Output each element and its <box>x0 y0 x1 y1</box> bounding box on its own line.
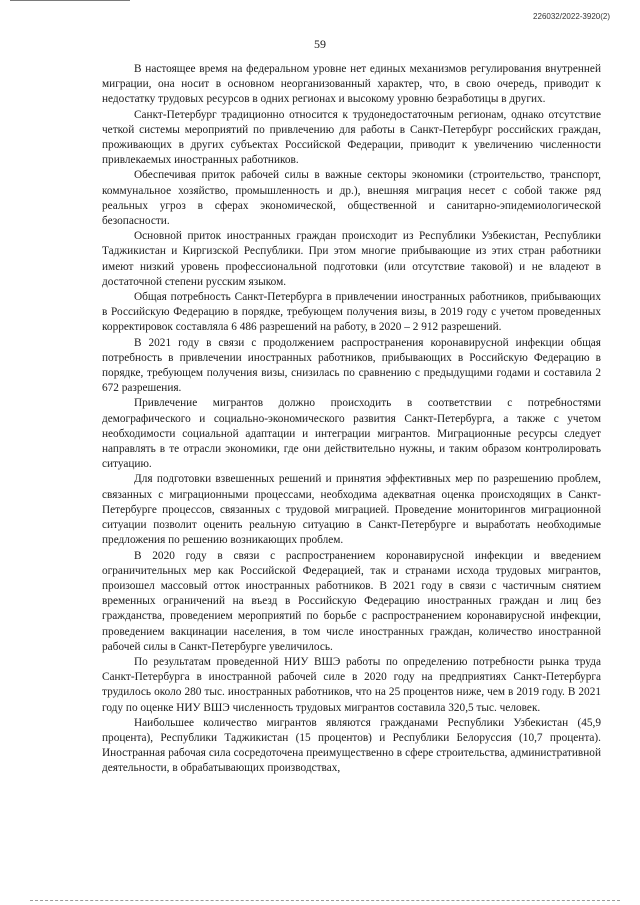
page-number: 59 <box>314 37 326 51</box>
paragraph: По результатам проведенной НИУ ВШЭ работы по определению потребности рынка труда Санкт-Петербурга в иностранной рабочей силе в 2020 году на предприятиях Санкт-Петербурга трудилось около 280 тыс. иностранных работников, что на 25 процентов ниже, чем в 2019 году. В 2021 году по оценке НИУ ВШЭ численность трудовых мигрантов составила 320,5 тыс. человек. <box>102 655 601 714</box>
top-scan-line <box>10 0 130 1</box>
paragraph: Санкт-Петербург традиционно относится к трудонедостаточным регионам, однако отсутствие четкой системы мероприятий по привлечению для работы в Санкт-Петербург российских граждан, проживающих в других субъектах Российской Федерации, приводит к увеличению численности привлекаемых иностранных работников. <box>102 108 601 167</box>
paragraph: В настоящее время на федеральном уровне нет единых механизмов регулирования внутренней миграции, она носит в основном неорганизованный характер, что, в свою очередь, приводит к недостатку трудовых ресурсов в одних регионах и высокому уровню безработицы в других. <box>102 63 601 106</box>
paragraph: В 2020 году в связи с распространением коронавирусной инфекции и введением ограничительных мер как Российской Федерацией, так и странами исхода трудовых мигрантов, произошел массовый отток иностранных работников. В 2021 году в связи с частичным снятием временных ограничений на въезд в Российскую Федерацию иностранных граждан и лиц без гражданства, проведением мероприятий по борьбе с распространением коронавирусной инфекции, проведением вакцинации населения, в том числе иностранных граждан, количество иностранной рабочей силы в Санкт-Петербурге увеличилось. <box>102 549 601 653</box>
document-id: 226032/2022-3920(2) <box>533 12 610 21</box>
bottom-scan-line <box>30 900 620 902</box>
paragraph: Общая потребность Санкт-Петербурга в привлечении иностранных работников, прибывающих в Российскую Федерацию в порядке, требующем получения визы, в 2019 году с учетом проведенных корректировок составляла 6 486 разрешений на работу, в 2020 – 2 912 разрешений. <box>102 291 601 334</box>
paragraph: Привлечение мигрантов должно происходить в соответствии с потребностями демографического и социально-экономического развития Санкт-Петербурга, а также с учетом необходимости социальной адаптации и интеграции мигрантов. Миграционные ресурсы следует направлять в те отрасли экономики, где они действительно нужны, и таким образом контролировать ситуацию. <box>102 397 601 471</box>
paragraph: Наибольшее количество мигрантов являются гражданами Республики Узбекистан (45,9 процента), Республики Таджикистан (15 процентов) и Республики Белоруссия (10,7 процента). Иностранная рабочая сила сосредоточена преимущественно в сфере строительства, административной деятельности, в обрабатывающих производствах, <box>102 716 601 775</box>
paragraph: Обеспечивая приток рабочей силы в важные секторы экономики (строительство, транспорт, коммунальное хозяйство, промышленность и др.), внешняя миграция несет с собой также ряд реальных угроз в сферах экономической, общественной и санитарно-эпидемиологической безопасности. <box>102 169 601 228</box>
paragraph: Основной приток иностранных граждан происходит из Республики Узбекистан, Республики Таджикистан и Киргизской Республики. При этом многие прибывающие из этих стран работники имеют низкий уровень профессиональной подготовки (или отсутствие таковой) и не владеют в достаточной степени русским языком. <box>102 230 601 288</box>
paragraph: Для подготовки взвешенных решений и принятия эффективных мер по разрешению проблем, связанных с миграционными процессами, необходима адекватная оценка происходящих в Санкт-Петербурге процессов, связанных с трудовой миграцией. Проведение мониторингов миграционной ситуации позволит оценить реальную ситуацию в Санкт-Петербурге и выработать необходимые предложения по решению возникающих проблем. <box>102 473 601 547</box>
paragraph: В 2021 году в связи с продолжением распространения коронавирусной инфекции общая потребность в привлечении иностранных работников, прибывающих в Российскую Федерацию в порядке, требующем получения визы, снизилась по сравнению с предыдущими годами и составила 2 672 разрешения. <box>102 336 601 395</box>
page-body <box>102 62 601 777</box>
